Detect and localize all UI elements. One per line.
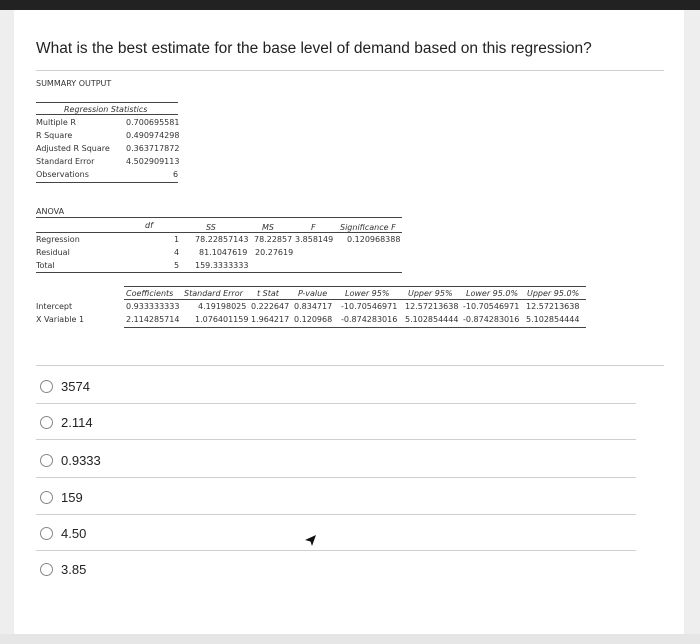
stat-value: 0.700695581 <box>126 118 180 127</box>
anova-row-label: Regression <box>36 235 80 244</box>
coef-row-label: Intercept <box>36 302 73 311</box>
coef-row-label: X Variable 1 <box>36 315 85 324</box>
stat-label: Observations <box>36 170 89 179</box>
coef-header: P-value <box>298 289 328 298</box>
stat-label: Adjusted R Square <box>36 144 110 153</box>
coef-header: Lower 95% <box>345 289 390 298</box>
anova-cell: 3.858149 <box>295 235 334 244</box>
anova-cell: 20.27619 <box>255 248 294 257</box>
option-159[interactable] <box>40 486 83 508</box>
stat-value: 0.490974298 <box>126 131 180 140</box>
radio-button[interactable] <box>40 416 53 429</box>
stat-label: Multiple R <box>36 118 76 127</box>
anova-cell: 1 <box>174 235 180 244</box>
option-label: 159 <box>61 489 83 505</box>
coef-cell: 4.19198025 <box>198 302 247 311</box>
radio-button[interactable] <box>40 491 53 504</box>
option-2-114[interactable] <box>40 411 93 433</box>
option-3-85[interactable] <box>40 558 86 580</box>
coef-cell: 0.834717 <box>294 302 333 311</box>
option-label: 2.114 <box>61 414 93 430</box>
coef-cell: 1.964217 <box>251 315 290 324</box>
stat-value: 0.363717872 <box>126 144 180 153</box>
coef-cell: -10.70546971 <box>463 302 520 311</box>
anova-header: Significance F <box>340 223 396 232</box>
coef-cell: -0.874283016 <box>463 315 520 324</box>
coef-cell: 1.076401159 <box>195 315 249 324</box>
coef-cell: 12.57213638 <box>405 302 459 311</box>
coef-header: Upper 95.0% <box>527 289 580 298</box>
anova-cell: 78.22857143 <box>195 235 249 244</box>
regression-statistics-title: Regression Statistics <box>64 105 148 114</box>
stat-value: 6 <box>173 170 179 179</box>
radio-button[interactable] <box>40 563 53 576</box>
divider <box>36 365 664 366</box>
anova-title: ANOVA <box>36 207 65 216</box>
option-4-50[interactable] <box>40 522 86 544</box>
stat-value: 4.502909113 <box>126 157 180 166</box>
anova-cell: 159.3333333 <box>195 261 249 270</box>
coef-header: Lower 95.0% <box>466 289 519 298</box>
question-text: What is the best estimate for the base level of demand based on this regression? <box>36 40 592 57</box>
top-bar <box>0 0 700 10</box>
coef-cell: 0.222647 <box>251 302 290 311</box>
coef-header: Coefficients <box>126 289 174 298</box>
anova-cell: 0.120968388 <box>347 235 401 244</box>
option-label: 3.85 <box>61 561 87 577</box>
coef-cell: 0.933333333 <box>126 302 180 311</box>
question-card <box>14 10 684 634</box>
anova-header: MS <box>262 223 274 232</box>
mouse-cursor-icon <box>304 534 318 548</box>
bottom-bar <box>0 634 700 644</box>
anova-cell: 4 <box>174 248 180 257</box>
coef-cell: -0.874283016 <box>341 315 398 324</box>
anova-header: SS <box>206 223 216 232</box>
radio-button[interactable] <box>40 527 53 540</box>
anova-cell: 5 <box>174 261 180 270</box>
summary-output-title: SUMMARY OUTPUT <box>36 79 112 88</box>
option-label: 0.9333 <box>61 452 101 468</box>
anova-row-label: Residual <box>36 248 70 257</box>
coef-cell: 0.120968 <box>294 315 333 324</box>
anova-cell: 81.1047619 <box>199 248 248 257</box>
option-label: 3574 <box>61 378 90 394</box>
radio-button[interactable] <box>40 380 53 393</box>
divider <box>36 70 664 71</box>
coef-cell: 12.57213638 <box>526 302 580 311</box>
option-3574[interactable] <box>40 375 90 397</box>
coef-cell: -10.70546971 <box>341 302 398 311</box>
anova-header: F <box>311 223 316 232</box>
coef-cell: 2.114285714 <box>126 315 180 324</box>
coef-header: t Stat <box>257 289 279 298</box>
radio-button[interactable] <box>40 454 53 467</box>
anova-row-label: Total <box>36 261 55 270</box>
option-label: 4.50 <box>61 525 87 541</box>
stat-label: Standard Error <box>36 157 95 166</box>
coef-header: Standard Error <box>184 289 243 298</box>
coef-header: Upper 95% <box>408 289 453 298</box>
stat-label: R Square <box>36 131 73 140</box>
anova-cell: 78.22857 <box>254 235 293 244</box>
coef-cell: 5.102854444 <box>526 315 580 324</box>
coef-cell: 5.102854444 <box>405 315 459 324</box>
option-0-9333[interactable] <box>40 449 101 471</box>
anova-header: df <box>145 221 153 230</box>
